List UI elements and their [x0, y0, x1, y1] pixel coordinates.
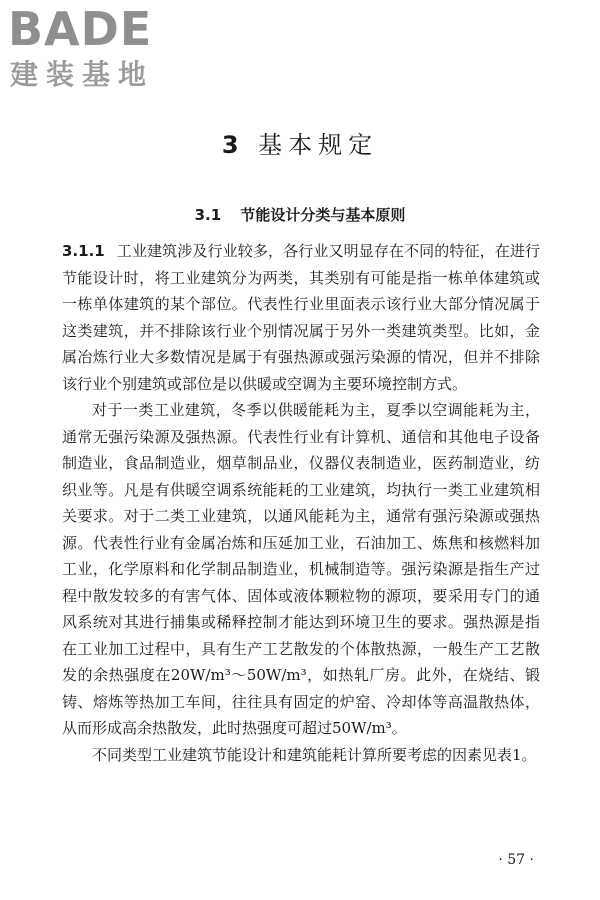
- bade-logo: [8, 4, 174, 96]
- logo-wordmark: BADE: [8, 2, 153, 56]
- chapter-number: 3: [221, 131, 245, 159]
- clause-body: [62, 238, 540, 768]
- paragraph-3: 不同类型工业建筑节能设计和建筑能耗计算所要考虑的因素见表1。: [92, 745, 537, 764]
- paragraph-1-text: 工业建筑涉及行业较多，各行业又明显存在不同的特征，在进行节能设计时，将工业建筑分为两类，其类别有可能是指一栋单体建筑或一栋单体建筑的某个部位。代表性行业里面表示该行业大部分情况属于这类建筑，并不排除该行业个别情况属于另外一类建筑类型。比如，金属冶炼行业大多数情况是属于有强热源或强污染源的情况，但并不排除该行业个别建筑或部位是以供暖或空调为主要环境控制方式。: [62, 242, 540, 393]
- section-number: 3.1: [194, 206, 222, 224]
- paragraph-1: [62, 238, 540, 397]
- chapter-title-text: 基本规定: [258, 131, 379, 159]
- clause-number: 3.1.1: [62, 242, 105, 260]
- chapter-title: [0, 128, 600, 162]
- section-title-text: 节能设计分类与基本原则: [240, 206, 406, 224]
- page-number: · 57 ·: [498, 852, 534, 868]
- logo-subtitle: 建装基地: [10, 58, 155, 91]
- section-title: [0, 204, 600, 226]
- paragraph-2: 对于一类工业建筑，冬季以供暖能耗为主，夏季以空调能耗为主，通常无强污染源及强热源。代表性行业有计算机、通信和其他电子设备制造业，食品制造业，烟草制品业，仪器仪表制造业，医药制造业，纺织业等。凡是有供暖空调系统能耗的工业建筑，均执行一类工业建筑相关要求。对于二类工业建筑，以通风能耗为主，通常有强污染源或强热源。代表性行业有金属冶炼和压延加工业，石油加工、炼焦和核燃料加工业，化学原料和化学制品制造业，机械制造等。强污染源是指生产过程中散发较多的有害气体、固体或液体颗粒物的源项，要采用专门的通风系统对其进行捕集或稀释控制才能达到环境卫生的要求。强热源是指在工业加工过程中，具有生产工艺散发的个体散热源，一般生产工艺散发的余热强度在20W/m³～50W/m³，如热轧厂房。此外，在烧结、锻铸、熔炼等热加工车间，往往具有固定的炉窑、冷却体等高温散热体，从而形成高余热散发，此时热强度可超过50W/m³。: [62, 401, 540, 737]
